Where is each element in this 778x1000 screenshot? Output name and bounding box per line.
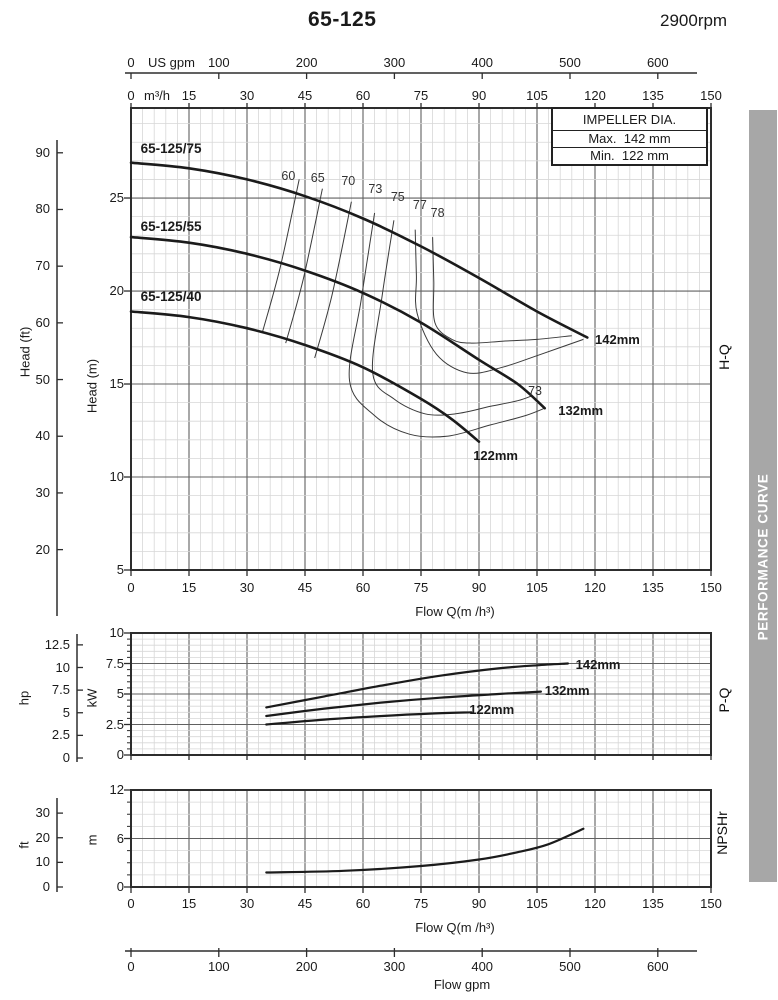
hp-axis-title: hp xyxy=(16,690,32,706)
impeller-box-title: IMPELLER DIA. xyxy=(582,112,677,127)
impeller-min-row: Min. 122 mm xyxy=(553,147,706,164)
kw-tick-label: 5 xyxy=(116,686,124,701)
head-m-axis-title: Head (m) xyxy=(84,358,100,414)
flow-tick-label: 150 xyxy=(700,580,722,595)
gpm-tick-label: 500 xyxy=(559,55,581,70)
gpm-tick-label: 100 xyxy=(207,55,230,70)
flow-tick-label: 15 xyxy=(181,896,197,911)
curve-name-label: 65-125/55 xyxy=(140,218,202,234)
hp-tick-label: 0 xyxy=(62,750,70,765)
kw-tick-label: 2.5 xyxy=(105,716,124,732)
head-ft-tick-label: 50 xyxy=(35,371,50,387)
kw-tick-label: 10 xyxy=(109,625,124,640)
efficiency-label: 77 xyxy=(412,198,427,213)
hp-tick-label: 7.5 xyxy=(51,682,70,698)
impeller-dia-label: 122mm xyxy=(473,447,518,463)
m3h-tick-label: 150 xyxy=(700,88,722,103)
flow-tick-label: 120 xyxy=(584,580,606,595)
us-gpm-unit-label: US gpm xyxy=(148,55,195,70)
m3h-tick-label: 75 xyxy=(413,88,429,103)
m3h-tick-label: 45 xyxy=(297,88,313,103)
m3h-unit-label: m³/h xyxy=(144,88,170,103)
section-label-npshr: NPSHr xyxy=(714,811,730,855)
flow-tick-label: 105 xyxy=(526,896,548,911)
flow-gpm-axis-label: Flow gpm xyxy=(433,977,491,992)
m3h-tick-label: 135 xyxy=(642,88,664,103)
gpm-tick-label: 100 xyxy=(207,959,230,974)
head-m-tick-label: 5 xyxy=(116,562,124,577)
flow-tick-label: 120 xyxy=(584,896,606,911)
flow-tick-label: 45 xyxy=(297,580,313,595)
flow-tick-label: 135 xyxy=(642,896,664,911)
head-ft-tick-label: 40 xyxy=(35,428,50,444)
page-title: 65-125 xyxy=(308,8,377,31)
efficiency-label: 60 xyxy=(281,168,296,183)
m3h-tick-label: 90 xyxy=(471,88,487,103)
gpm-tick-label: 400 xyxy=(471,55,494,70)
head-ft-tick-label: 70 xyxy=(35,258,50,274)
efficiency-label: 65 xyxy=(310,170,325,185)
head-ft-axis-title: Head (ft) xyxy=(17,326,33,378)
flow-tick-label: 135 xyxy=(642,580,664,595)
flow-tick-label: 30 xyxy=(239,580,255,595)
efficiency-label: 73 xyxy=(528,384,543,399)
impeller-dia-label: 122mm xyxy=(469,702,515,718)
npsh-m-tick-label: 12 xyxy=(109,782,124,797)
gpm-tick-label: 0 xyxy=(127,959,135,974)
gpm-tick-label: 600 xyxy=(646,959,669,974)
flow-tick-label: 60 xyxy=(355,896,371,911)
kw-tick-label: 7.5 xyxy=(105,655,124,671)
gpm-tick-label: 200 xyxy=(295,959,318,974)
npsh-m-axis-title: m xyxy=(84,834,100,846)
flow-tick-label: 30 xyxy=(239,896,255,911)
head-ft-tick-label: 60 xyxy=(35,314,50,330)
head-ft-tick-label: 80 xyxy=(35,201,50,217)
m3h-tick-label: 105 xyxy=(526,88,548,103)
impeller-dia-label: 142mm xyxy=(575,656,621,672)
flow-tick-label: 0 xyxy=(127,580,135,595)
flow-tick-label: 75 xyxy=(413,896,429,911)
npsh-ft-tick-label: 30 xyxy=(35,805,50,821)
npsh-ft-tick-label: 0 xyxy=(42,879,50,894)
flow-tick-label: 105 xyxy=(526,580,548,595)
flow-tick-label: 90 xyxy=(471,896,487,911)
head-m-tick-label: 15 xyxy=(109,376,124,391)
curve-name-label: 65-125/40 xyxy=(140,289,202,305)
sidebar-title: PERFORMANCE CURVE xyxy=(755,473,771,641)
head-m-tick-label: 10 xyxy=(109,469,124,484)
gpm-tick-label: 300 xyxy=(383,55,406,70)
flow-tick-label: 0 xyxy=(127,896,135,911)
flow-tick-label: 150 xyxy=(700,896,722,911)
head-ft-tick-label: 30 xyxy=(35,484,50,500)
gpm-tick-label: 600 xyxy=(646,55,669,70)
npsh-ft-tick-label: 10 xyxy=(35,854,50,870)
flow-axis-label-main: Flow Q(m /h³) xyxy=(415,604,495,619)
gpm-tick-label: 500 xyxy=(559,959,581,974)
hp-tick-label: 2.5 xyxy=(51,727,70,743)
section-label-hq: H-Q xyxy=(716,344,732,370)
flow-axis-label-npsh: Flow Q(m /h³) xyxy=(415,920,495,935)
efficiency-label: 73 xyxy=(368,181,383,196)
gpm-tick-label: 400 xyxy=(471,959,494,974)
efficiency-label: 75 xyxy=(390,190,405,205)
flow-tick-label: 60 xyxy=(355,580,371,595)
curve-name-label: 65-125/75 xyxy=(140,140,202,156)
kw-axis-title: kW xyxy=(84,688,100,708)
kw-tick-label: 0 xyxy=(116,747,124,762)
npsh-ft-axis-title: ft xyxy=(16,841,32,849)
m3h-tick-label: 120 xyxy=(584,88,606,103)
head-m-tick-label: 20 xyxy=(109,283,124,298)
flow-tick-label: 75 xyxy=(413,580,429,595)
gpm-tick-label: 0 xyxy=(127,55,135,70)
head-ft-tick-label: 90 xyxy=(35,144,50,160)
gpm-tick-label: 300 xyxy=(383,959,406,974)
m3h-tick-label: 15 xyxy=(181,88,197,103)
flow-tick-label: 45 xyxy=(297,896,313,911)
section-label-pq: P-Q xyxy=(716,687,732,713)
flow-tick-label: 15 xyxy=(181,580,197,595)
m3h-tick-label: 60 xyxy=(355,88,371,103)
head-ft-tick-label: 20 xyxy=(35,541,50,557)
gpm-tick-label: 200 xyxy=(295,55,318,70)
impeller-dia-box xyxy=(551,107,708,166)
npsh-m-tick-label: 0 xyxy=(116,879,124,894)
impeller-dia-label: 142mm xyxy=(595,332,640,348)
m3h-tick-label: 0 xyxy=(127,88,135,103)
hp-tick-label: 10 xyxy=(55,659,70,675)
hp-tick-label: 12.5 xyxy=(44,636,70,652)
flow-tick-label: 90 xyxy=(471,580,487,595)
efficiency-label: 78 xyxy=(430,205,445,220)
efficiency-label: 70 xyxy=(341,174,356,189)
impeller-dia-label: 132mm xyxy=(544,683,590,699)
rpm-label: 2900rpm xyxy=(660,11,728,30)
npsh-ft-tick-label: 20 xyxy=(35,829,50,845)
impeller-dia-label: 132mm xyxy=(558,402,604,418)
head-m-tick-label: 25 xyxy=(109,190,124,206)
impeller-max-row: Max. 142 mm xyxy=(553,130,706,147)
m3h-tick-label: 30 xyxy=(239,88,255,103)
npsh-m-tick-label: 6 xyxy=(116,830,124,846)
hp-tick-label: 5 xyxy=(62,704,70,720)
